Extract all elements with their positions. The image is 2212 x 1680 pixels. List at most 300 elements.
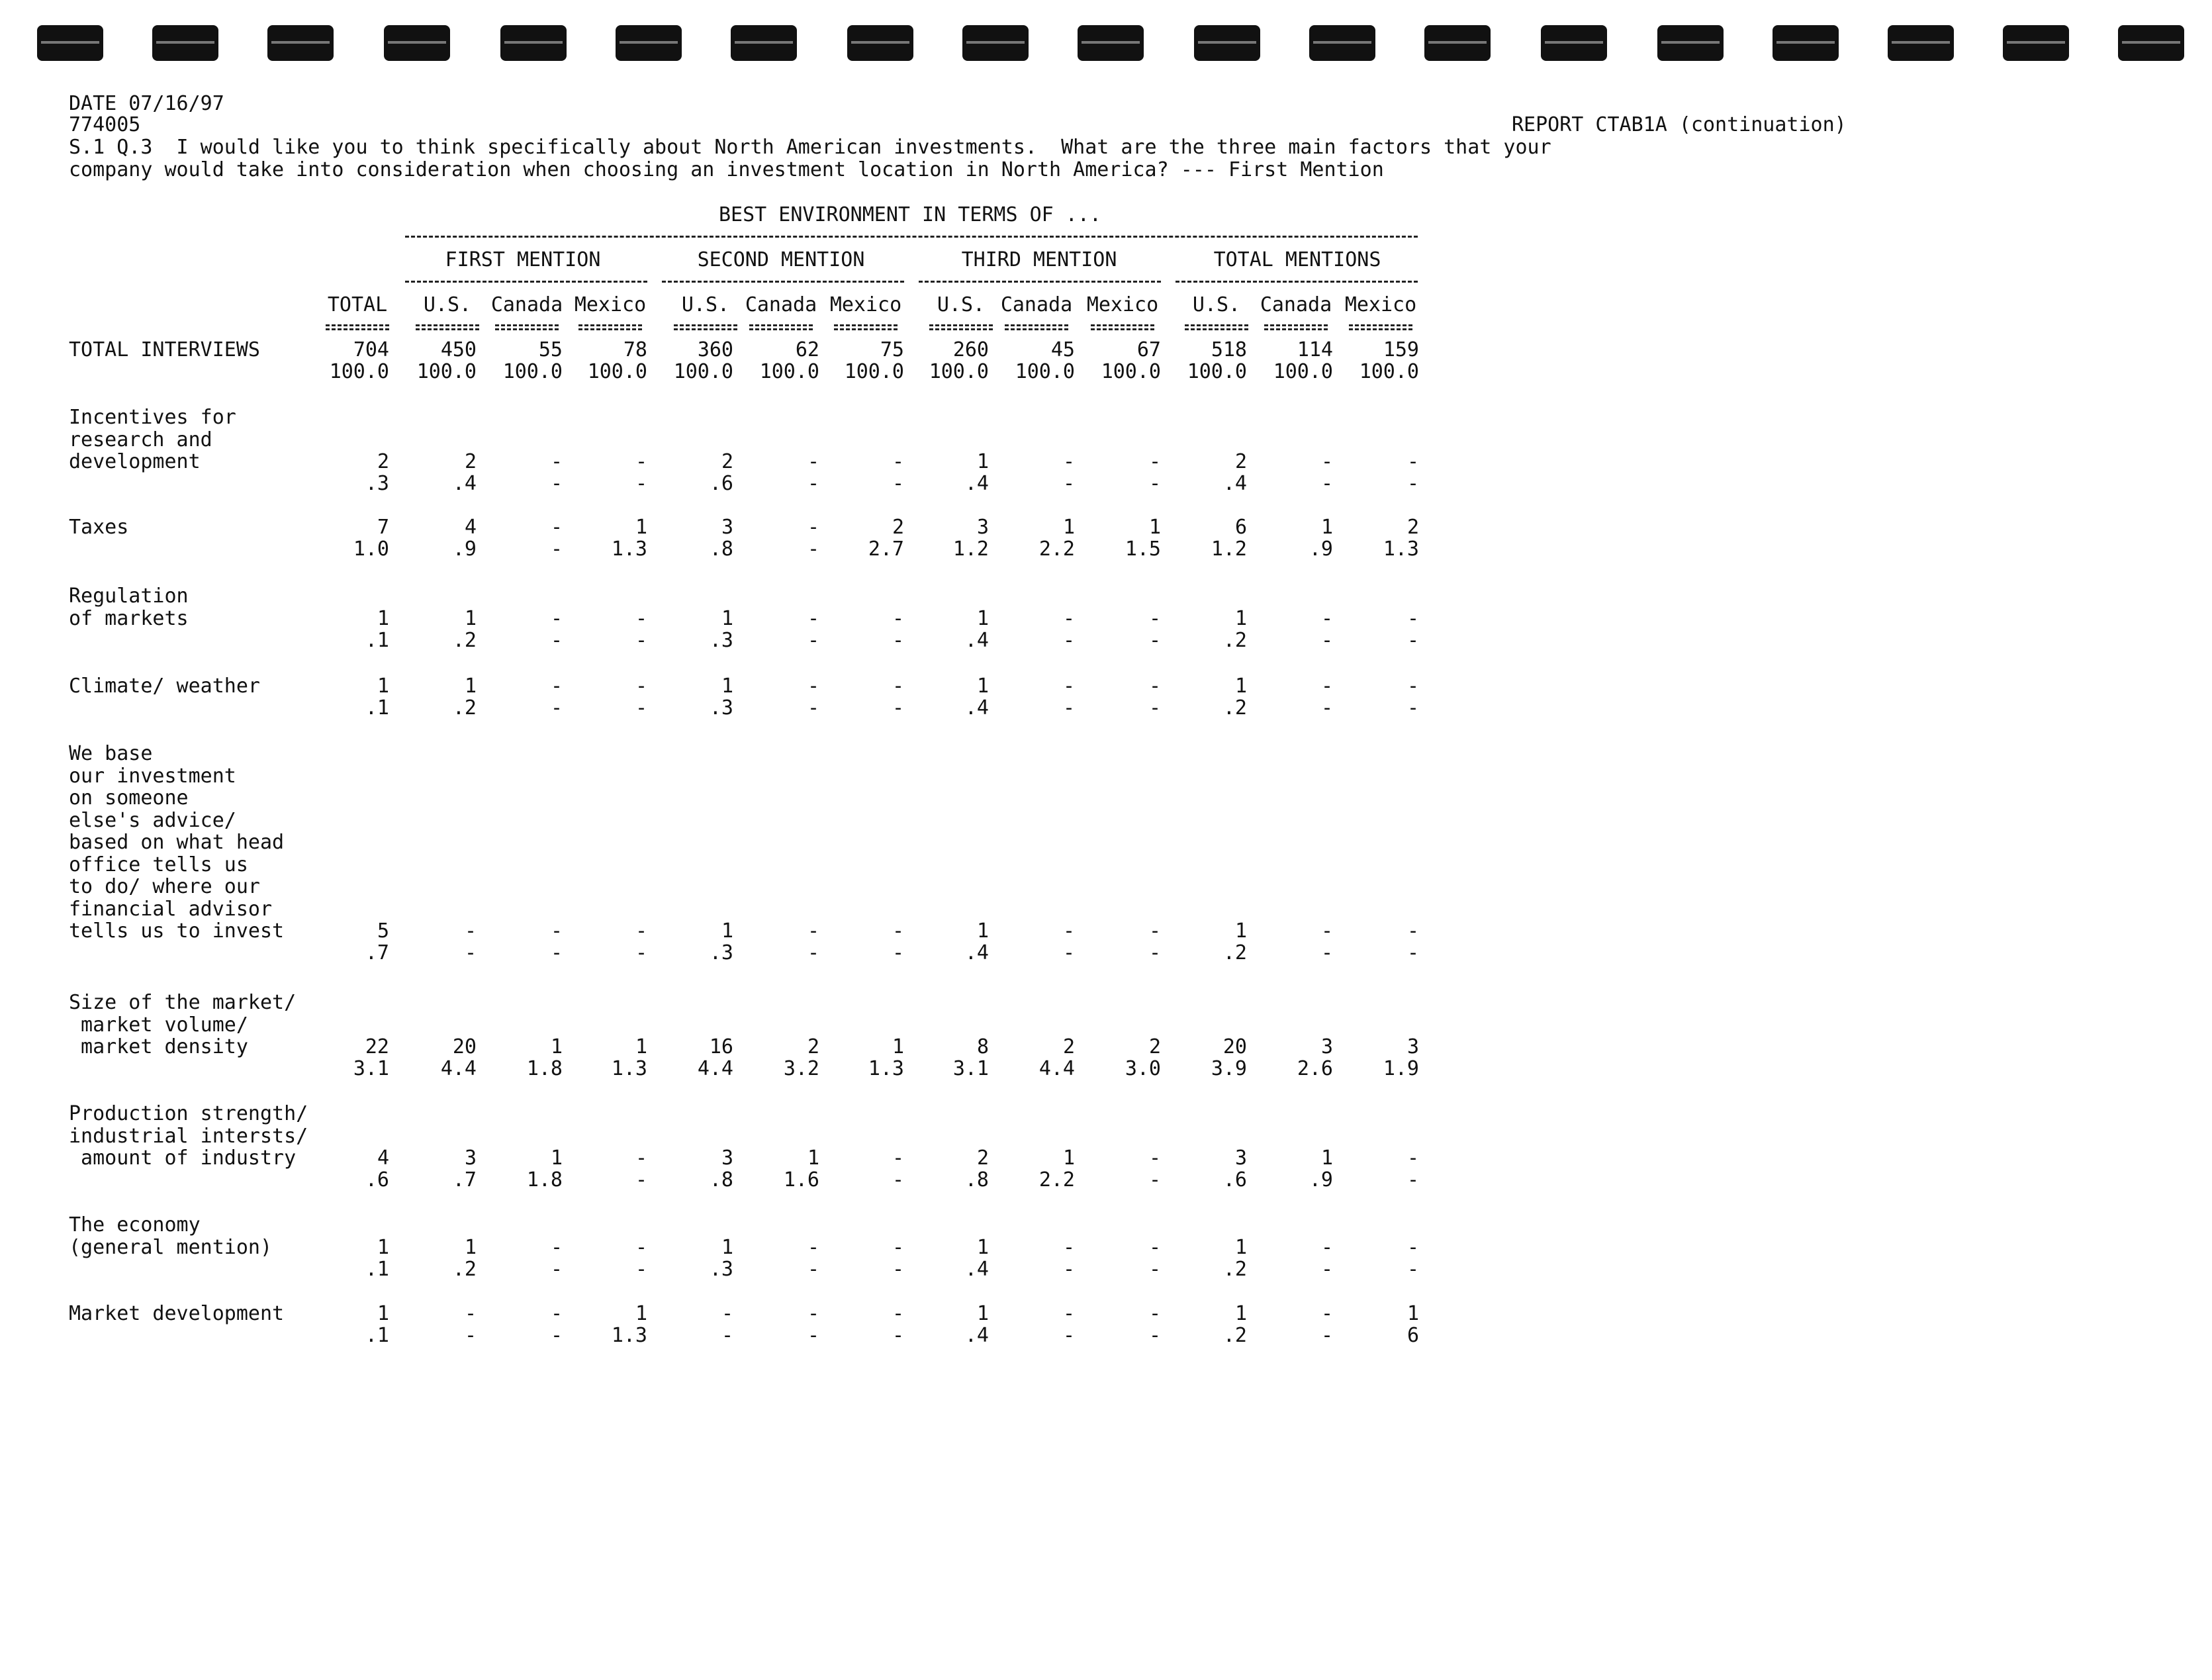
cell-percent: .3 <box>709 628 733 652</box>
cell-percent: .2 <box>1222 628 1247 652</box>
cell-count: 3 <box>1406 1035 1419 1058</box>
column-header: TOTAL <box>327 293 388 316</box>
cell-percent: 2.7 <box>868 537 904 561</box>
cell-count: 1 <box>1234 1235 1247 1259</box>
row-label <box>69 339 260 361</box>
cell-count: 3 <box>721 516 733 539</box>
cell-percent: .8 <box>709 537 733 561</box>
total-underline <box>1091 328 1154 330</box>
cell-percent: 1.3 <box>611 1324 647 1347</box>
punch-hole <box>1194 25 1260 61</box>
cell-percent: - <box>1320 1324 1333 1347</box>
cell-percent: .4 <box>964 941 989 964</box>
row-label-line: Production strength/ <box>69 1102 308 1125</box>
total-underline <box>674 328 737 330</box>
cell-count: - <box>721 1302 733 1325</box>
row-label-line: office tells us <box>69 853 248 876</box>
cell-count: 4 <box>377 1146 389 1170</box>
cell-percent: .2 <box>1222 1257 1247 1281</box>
cell-count: 2 <box>721 450 733 473</box>
total-underline <box>1264 328 1328 330</box>
cell-count: - <box>1062 1235 1075 1259</box>
row-label-line: The economy <box>69 1213 201 1237</box>
question-text-line-1: S.1 Q.3 I would like you to think specifically about North American investments. What are the three main factors that your <box>69 136 1551 159</box>
cell-percent: 1.8 <box>526 1057 563 1080</box>
cell-percent: .1 <box>365 696 389 720</box>
cell-percent: 3.1 <box>952 1057 989 1080</box>
cell-count: - <box>1062 919 1075 943</box>
cell-percent: .7 <box>452 1168 477 1191</box>
cell-percent: - <box>1148 1168 1161 1191</box>
cell-percent: - <box>550 472 563 495</box>
group-first-mention: FIRST MENTION <box>445 248 601 271</box>
cell-count: - <box>635 1146 647 1170</box>
row-label-line: Incentives for <box>69 406 236 429</box>
cell-percent: .1 <box>365 1324 389 1347</box>
cell-count: - <box>1320 1302 1333 1325</box>
cell-percent: - <box>635 472 647 495</box>
cell-count: 1 <box>464 1235 477 1259</box>
total-underline <box>416 328 479 330</box>
row-label <box>69 516 128 539</box>
cell-percent: .4 <box>452 472 477 495</box>
cell-count: 1 <box>464 675 477 698</box>
cell-percent: .1 <box>365 628 389 652</box>
group-total-mentions: TOTAL MENTIONS <box>1213 248 1381 271</box>
row-label-line: TOTAL INTERVIEWS <box>69 338 260 361</box>
cell-count: 1 <box>1148 516 1161 539</box>
cell-count: - <box>807 450 819 473</box>
row-label-line: industrial intersts/ <box>69 1124 308 1148</box>
punch-hole <box>152 25 218 61</box>
column-underline <box>1349 324 1412 326</box>
punch-hole <box>1657 25 1724 61</box>
cell-count: 45 <box>1050 338 1075 361</box>
cell-count: 1 <box>976 675 989 698</box>
cell-count: - <box>1320 606 1333 630</box>
cell-percent: .3 <box>365 472 389 495</box>
cell-count: 3 <box>721 1146 733 1170</box>
column-underline <box>1091 324 1154 326</box>
cell-percent: - <box>807 696 819 720</box>
cell-count: - <box>807 675 819 698</box>
cell-percent: - <box>1320 472 1333 495</box>
cell-count: - <box>892 1146 904 1170</box>
row-label-line: else's advice/ <box>69 808 236 832</box>
cell-percent: - <box>635 1257 647 1281</box>
cell-count: - <box>1406 1235 1419 1259</box>
cell-percent: 100.0 <box>416 360 477 383</box>
cell-percent: - <box>635 1168 647 1191</box>
cell-percent: .2 <box>1222 941 1247 964</box>
row-label-line: market volume/ <box>69 1013 248 1037</box>
cell-percent: - <box>892 1168 904 1191</box>
cell-percent: 2.2 <box>1038 1168 1075 1191</box>
cell-percent: - <box>1406 1257 1419 1281</box>
row-label-line: on someone <box>69 786 189 810</box>
cell-percent: - <box>807 472 819 495</box>
cell-percent: 1.3 <box>1383 537 1419 561</box>
cell-count: 2 <box>892 516 904 539</box>
cell-percent: .4 <box>964 696 989 720</box>
cell-percent: .2 <box>452 1257 477 1281</box>
cell-count: - <box>1062 675 1075 698</box>
row-label-line: tells us to invest <box>69 919 285 943</box>
total-underline <box>1185 328 1248 330</box>
cell-percent: 1.2 <box>1211 537 1247 561</box>
column-underline <box>1264 324 1328 326</box>
row-label-line: to do/ where our <box>69 875 260 898</box>
cell-count: - <box>464 1302 477 1325</box>
cell-count: 1 <box>635 1302 647 1325</box>
column-underline <box>1005 324 1068 326</box>
row-label-line: Market development <box>69 1302 285 1325</box>
cell-percent: .9 <box>1309 537 1333 561</box>
cell-percent: - <box>550 537 563 561</box>
cell-percent: .8 <box>709 1168 733 1191</box>
cell-count: 1 <box>1062 516 1075 539</box>
cell-percent: 1.3 <box>611 1057 647 1080</box>
column-header: Canada <box>490 293 563 316</box>
cell-count: 3 <box>1234 1146 1247 1170</box>
row-label-line: Climate/ weather <box>69 675 260 698</box>
column-underline <box>929 324 993 326</box>
cell-percent: 3.0 <box>1125 1057 1161 1080</box>
cell-count: - <box>1148 1146 1161 1170</box>
cell-count: 2 <box>807 1035 819 1058</box>
cell-count: - <box>1148 1302 1161 1325</box>
cell-count: - <box>1062 450 1075 473</box>
cell-percent: 100.0 <box>502 360 563 383</box>
cell-percent: - <box>1062 696 1075 720</box>
cell-count: - <box>1062 606 1075 630</box>
cell-count: 1 <box>1320 516 1333 539</box>
group-rule-first <box>405 281 647 283</box>
row-label-line: amount of industry <box>69 1146 297 1170</box>
cell-count: 1 <box>550 1035 563 1058</box>
banner-rule <box>405 236 1418 238</box>
cell-count: 1 <box>1320 1146 1333 1170</box>
column-header: Mexico <box>829 293 902 316</box>
cell-count: 1 <box>976 919 989 943</box>
column-underline <box>749 324 813 326</box>
cell-count: - <box>1320 450 1333 473</box>
column-underline <box>578 324 642 326</box>
cell-percent: - <box>1320 941 1333 964</box>
cell-percent: .2 <box>1222 1324 1247 1347</box>
cell-count: 1 <box>377 1302 389 1325</box>
cell-count: 16 <box>709 1035 733 1058</box>
column-underline <box>326 324 389 326</box>
cell-percent: .2 <box>452 628 477 652</box>
cell-percent: 1.9 <box>1383 1057 1419 1080</box>
cell-count: - <box>1148 606 1161 630</box>
cell-count: - <box>550 606 563 630</box>
cell-count: - <box>1320 919 1333 943</box>
cell-percent: .4 <box>964 628 989 652</box>
cell-count: - <box>1320 675 1333 698</box>
cell-percent: - <box>892 472 904 495</box>
cell-count: - <box>1148 675 1161 698</box>
cell-percent: 1.8 <box>526 1168 563 1191</box>
cell-percent: - <box>807 537 819 561</box>
cell-count: - <box>807 606 819 630</box>
cell-percent: 100.0 <box>759 360 819 383</box>
cell-count: 3 <box>976 516 989 539</box>
cell-percent: - <box>721 1324 733 1347</box>
cell-count: 8 <box>976 1035 989 1058</box>
punch-hole <box>847 25 913 61</box>
cell-percent: - <box>1320 628 1333 652</box>
cell-count: 1 <box>721 919 733 943</box>
cell-percent: - <box>1062 1324 1075 1347</box>
cell-percent: 1.6 <box>783 1168 819 1191</box>
row-label <box>69 743 284 943</box>
report-date: DATE 07/16/97 <box>69 92 224 115</box>
column-underline <box>834 324 898 326</box>
punch-hole <box>962 25 1029 61</box>
column-header: Mexico <box>1086 293 1159 316</box>
cell-count: 3 <box>464 1146 477 1170</box>
cell-count: 3 <box>1320 1035 1333 1058</box>
cell-percent: 1.2 <box>952 537 989 561</box>
cell-percent: 2.6 <box>1297 1057 1333 1080</box>
cell-percent: 100.0 <box>1273 360 1333 383</box>
row-label <box>69 1214 272 1258</box>
cell-percent: - <box>807 941 819 964</box>
column-underline <box>1185 324 1248 326</box>
cell-count: 1 <box>377 1235 389 1259</box>
cell-percent: .3 <box>709 696 733 720</box>
cell-percent: 1.3 <box>868 1057 904 1080</box>
cell-count: - <box>1406 675 1419 698</box>
cell-percent: .2 <box>1222 696 1247 720</box>
group-third-mention: THIRD MENTION <box>961 248 1117 271</box>
total-underline <box>578 328 642 330</box>
punch-hole <box>1541 25 1607 61</box>
cell-percent: .4 <box>964 1324 989 1347</box>
cell-percent: - <box>1062 941 1075 964</box>
cell-count: - <box>1148 450 1161 473</box>
cell-count: 114 <box>1297 338 1333 361</box>
cell-percent: - <box>550 1324 563 1347</box>
cell-percent: - <box>1062 472 1075 495</box>
group-second-mention: SECOND MENTION <box>697 248 865 271</box>
cell-percent: 100.0 <box>844 360 904 383</box>
cell-count: - <box>892 1302 904 1325</box>
cell-count: 1 <box>635 516 647 539</box>
punch-hole <box>1309 25 1375 61</box>
cell-count: 1 <box>377 675 389 698</box>
cell-count: 1 <box>976 450 989 473</box>
cell-percent: 100.0 <box>1187 360 1247 383</box>
row-label <box>69 675 260 698</box>
cell-percent: .4 <box>964 1257 989 1281</box>
punch-hole <box>1078 25 1144 61</box>
cell-count: 1 <box>377 606 389 630</box>
cell-percent: - <box>550 941 563 964</box>
cell-percent: 100.0 <box>1359 360 1419 383</box>
punch-hole <box>384 25 450 61</box>
cell-percent: 100.0 <box>1015 360 1075 383</box>
cell-count: 1 <box>721 1235 733 1259</box>
banner-title: BEST ENVIRONMENT IN TERMS OF ... <box>719 203 1101 226</box>
cell-percent: - <box>550 628 563 652</box>
cell-percent: 4.4 <box>440 1057 477 1080</box>
cell-count: 450 <box>440 338 477 361</box>
cell-percent: .6 <box>709 472 733 495</box>
total-underline <box>929 328 993 330</box>
cell-count: 1 <box>807 1146 819 1170</box>
cell-percent: .1 <box>365 1257 389 1281</box>
punch-hole <box>616 25 682 61</box>
cell-percent: - <box>892 696 904 720</box>
cell-count: - <box>635 450 647 473</box>
cell-count: - <box>635 919 647 943</box>
cell-percent: 100.0 <box>673 360 733 383</box>
row-label <box>69 406 236 473</box>
cell-percent: 100.0 <box>329 360 389 383</box>
cell-percent: - <box>1406 628 1419 652</box>
cell-percent: - <box>807 1324 819 1347</box>
row-label <box>69 1103 308 1170</box>
cell-percent: .3 <box>709 1257 733 1281</box>
cell-count: 55 <box>538 338 563 361</box>
cell-count: - <box>464 919 477 943</box>
cell-percent: .6 <box>1222 1168 1247 1191</box>
cell-count: 1 <box>1234 606 1247 630</box>
punch-hole <box>1888 25 1954 61</box>
cell-count: 2 <box>377 450 389 473</box>
cell-percent: - <box>1148 472 1161 495</box>
column-header: Canada <box>1260 293 1332 316</box>
total-underline <box>495 328 559 330</box>
cell-count: 1 <box>550 1146 563 1170</box>
row-label-line: development <box>69 450 201 473</box>
cell-count: 22 <box>365 1035 389 1058</box>
cell-count: 2 <box>1406 516 1419 539</box>
cell-percent: - <box>1148 1324 1161 1347</box>
cell-count: - <box>1148 919 1161 943</box>
cell-count: 78 <box>623 338 647 361</box>
row-label-line: We base <box>69 742 153 765</box>
cell-percent: - <box>464 941 477 964</box>
cell-count: 518 <box>1211 338 1247 361</box>
total-underline <box>834 328 898 330</box>
cell-percent: .9 <box>1309 1168 1333 1191</box>
cell-count: 2 <box>1062 1035 1075 1058</box>
cell-count: 75 <box>880 338 904 361</box>
cell-count: 1 <box>464 606 477 630</box>
cell-percent: - <box>635 628 647 652</box>
cell-count: 1 <box>1406 1302 1419 1325</box>
row-label-line: research and <box>69 428 212 451</box>
cell-percent: 4.4 <box>1038 1057 1075 1080</box>
cell-count: 1 <box>1234 675 1247 698</box>
row-label-line: of markets <box>69 606 189 630</box>
cell-count: 260 <box>952 338 989 361</box>
column-header: Canada <box>1000 293 1073 316</box>
cell-percent: - <box>1062 1257 1075 1281</box>
cell-percent: - <box>635 696 647 720</box>
cell-percent: - <box>892 628 904 652</box>
row-label-line: Regulation <box>69 584 189 608</box>
column-header: Mexico <box>1344 293 1417 316</box>
column-header: Canada <box>745 293 817 316</box>
cell-percent: 2.2 <box>1038 537 1075 561</box>
cell-count: 4 <box>464 516 477 539</box>
cell-percent: 100.0 <box>929 360 989 383</box>
cell-percent: .2 <box>452 696 477 720</box>
cell-count: - <box>1148 1235 1161 1259</box>
column-header: Mexico <box>574 293 647 316</box>
cell-count: - <box>550 516 563 539</box>
row-label-line: our investment <box>69 764 236 788</box>
cell-percent: - <box>807 628 819 652</box>
cell-count: - <box>807 919 819 943</box>
report-id: REPORT CTAB1A (continuation) <box>1512 113 1847 136</box>
row-label-line: market density <box>69 1035 248 1058</box>
cell-percent: - <box>1062 628 1075 652</box>
cell-count: 1 <box>976 606 989 630</box>
total-underline <box>1349 328 1412 330</box>
cell-count: - <box>635 1235 647 1259</box>
cell-count: - <box>1406 1146 1419 1170</box>
cell-count: 67 <box>1136 338 1161 361</box>
cell-count: 1 <box>976 1302 989 1325</box>
cell-percent: 1.0 <box>353 537 389 561</box>
cell-count: - <box>550 450 563 473</box>
column-underline <box>674 324 737 326</box>
total-underline <box>1005 328 1068 330</box>
punch-hole <box>267 25 334 61</box>
cell-percent: - <box>1406 1168 1419 1191</box>
cell-percent: - <box>807 1257 819 1281</box>
cell-percent: - <box>1320 696 1333 720</box>
cell-count: - <box>807 1302 819 1325</box>
cell-percent: .6 <box>365 1168 389 1191</box>
cell-percent: - <box>550 696 563 720</box>
total-underline <box>749 328 813 330</box>
column-header: U.S. <box>937 293 986 316</box>
cell-percent: - <box>892 1324 904 1347</box>
cell-count: 5 <box>377 919 389 943</box>
row-label-line: financial advisor <box>69 897 273 921</box>
cell-count: - <box>1406 919 1419 943</box>
cell-count: 704 <box>353 338 389 361</box>
cell-percent: 6 <box>1406 1324 1419 1347</box>
cell-percent: 3.2 <box>783 1057 819 1080</box>
cell-percent: 1.5 <box>1125 537 1161 561</box>
cell-count: - <box>550 1235 563 1259</box>
cell-count: - <box>1062 1302 1075 1325</box>
column-underline <box>495 324 559 326</box>
cell-percent: 1.3 <box>611 537 647 561</box>
punch-hole <box>731 25 797 61</box>
cell-count: 6 <box>1234 516 1247 539</box>
column-underline <box>416 324 479 326</box>
cell-count: 1 <box>635 1035 647 1058</box>
cell-count: 1 <box>721 675 733 698</box>
total-underline <box>326 328 389 330</box>
cell-count: 1 <box>892 1035 904 1058</box>
cell-count: - <box>1406 606 1419 630</box>
cell-count: - <box>892 919 904 943</box>
punch-hole <box>500 25 567 61</box>
punch-hole <box>1424 25 1491 61</box>
cell-percent: .4 <box>964 472 989 495</box>
cell-count: 1 <box>976 1235 989 1259</box>
